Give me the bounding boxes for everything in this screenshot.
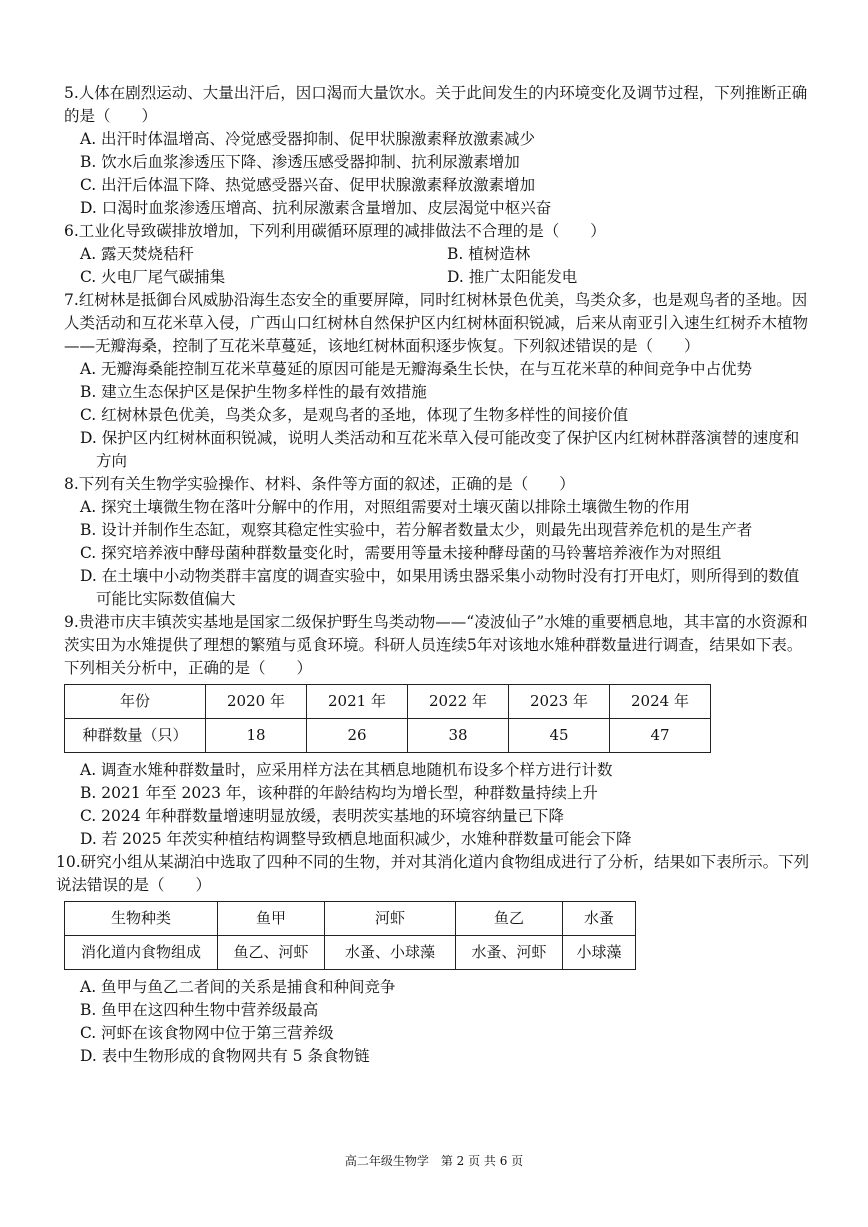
option-b: B. 植树造林 — [447, 245, 531, 263]
table-cell: 2023 年 — [509, 685, 610, 719]
table-cell: 生物种类 — [65, 902, 218, 936]
table-cell: 小球藻 — [563, 936, 636, 970]
option-b: B. 饮水后血浆渗透压下降、渗透压感受器抑制、抗利尿激素增加 — [80, 153, 520, 171]
question-7 — [64, 289, 814, 473]
option-d: D. 保护区内红树林面积锐减，说明人类活动和互花米草入侵可能改变了保护区内红树林群落演替的速度和方向 — [80, 429, 800, 470]
option-b: B. 2021 年至 2023 年，该种群的年龄结构均为增长型，种群数量持续上升 — [80, 784, 598, 802]
table-cell: 2021 年 — [307, 685, 408, 719]
question-8 — [64, 473, 814, 611]
option-b: B. 鱼甲在这四种生物中营养级最高 — [80, 1001, 319, 1019]
table-cell: 2024 年 — [610, 685, 711, 719]
question-stem: 红树林是抵御台风威胁沿海生态安全的重要屏障，同时红树林景色优美，鸟类众多，也是观鸟者的圣地。因人类活动和互花米草入侵，广西山口红树林自然保护区内红树林面积锐减，后来从南亚引入速生红树乔木植物——无瓣海桑，控制了互花米草蔓延，该地红树林面积逐步恢复。下列叙述错误的是（ ） — [64, 291, 809, 355]
question-5 — [64, 82, 814, 220]
question-stem: 研究小组从某湖泊中选取了四种不同的生物，并对其消化道内食物组成进行了分析，结果如下表所示。下列说法错误的是（ ） — [56, 853, 810, 894]
table-cell: 河虾 — [325, 902, 456, 936]
question-stem: 贵港市庆丰镇茨实基地是国家二级保护野生鸟类动物——“凌波仙子”水雉的重要栖息地，其丰富的水资源和茨实田为水雉提供了理想的繁殖与觅食环境。科研人员连续5年对该地水雉种群数量进行调查，结果如下表。下列相关分析中，正确的是（ ） — [64, 613, 808, 677]
table-cell: 鱼乙 — [456, 902, 563, 936]
question-6 — [64, 220, 814, 289]
table-cell: 26 — [307, 719, 408, 753]
diet-table — [64, 901, 636, 970]
option-d: D. 口渴时血浆渗透压增高、抗利尿激素含量增加、皮层渴觉中枢兴奋 — [80, 199, 552, 217]
option-a: A. 无瓣海桑能控制互花米草蔓延的原因可能是无瓣海桑生长快，在与互花米草的种间竞争中占优势 — [80, 360, 753, 378]
table-cell: 水蚤、小球藻 — [325, 936, 456, 970]
table-cell: 47 — [610, 719, 711, 753]
table-cell: 18 — [206, 719, 307, 753]
option-b: B. 设计并制作生态缸，观察其稳定性实验中，若分解者数量太少，则最先出现营养危机的是生产者 — [80, 521, 753, 539]
table-cell: 2020 年 — [206, 685, 307, 719]
question-number: 5. — [64, 84, 79, 102]
option-d: D. 在土壤中小动物类群丰富度的调查实验中，如果用诱虫器采集小动物时没有打开电灯，则所得到的数值可能比实际数值偏大 — [80, 567, 800, 608]
table-row — [65, 685, 711, 719]
table-row — [65, 936, 636, 970]
question-number: 6. — [64, 222, 79, 240]
question-stem: 工业化导致碳排放增加，下列利用碳循环原理的减排做法不合理的是（ ） — [78, 222, 606, 240]
option-d: D. 若 2025 年茨实种植结构调整导致栖息地面积减少，水雉种群数量可能会下降 — [80, 830, 632, 848]
option-c: C. 出汗后体温下降、热觉感受器兴奋、促甲状腺激素释放激素增加 — [80, 176, 536, 194]
option-a: A. 出汗时体温增高、冷觉感受器抑制、促甲状腺激素释放激素减少 — [80, 130, 536, 148]
option-c: C. 探究培养液中酵母菌种群数量变化时，需要用等量未接种酵母菌的马铃薯培养液作为对照组 — [80, 544, 722, 562]
option-b: B. 建立生态保护区是保护生物多样性的最有效措施 — [80, 383, 427, 401]
option-c: C. 火电厂尾气碳捕集 — [80, 268, 226, 286]
question-stem: 人体在剧烈运动、大量出汗后，因口渴而大量饮水。关于此间发生的内环境变化及调节过程，下列推断正确的是（ ） — [64, 84, 808, 125]
question-10 — [56, 851, 814, 1068]
option-a: A. 鱼甲与鱼乙二者间的关系是捕食和种间竞争 — [80, 978, 396, 996]
exam-page — [56, 82, 814, 1068]
question-number: 8. — [64, 475, 79, 493]
question-number: 9. — [64, 613, 79, 631]
page-footer: 高二年级生物学 第 2 页 共 6 页 — [344, 1154, 524, 1168]
option-d: D. 表中生物形成的食物网共有 5 条食物链 — [80, 1047, 370, 1065]
table-cell: 消化道内食物组成 — [65, 936, 218, 970]
option-a: A. 探究土壤微生物在落叶分解中的作用，对照组需要对土壤灭菌以排除土壤微生物的作用 — [80, 498, 691, 516]
option-d: D. 推广太阳能发电 — [447, 268, 578, 286]
table-cell: 水蚤、河虾 — [456, 936, 563, 970]
question-9 — [64, 611, 814, 851]
table-cell: 鱼甲 — [218, 902, 325, 936]
table-cell: 2022 年 — [408, 685, 509, 719]
table-row — [65, 719, 711, 753]
population-table — [64, 684, 711, 753]
table-row — [65, 902, 636, 936]
option-c: C. 2024 年种群数量增速明显放缓，表明茨实基地的环境容纳量已下降 — [80, 807, 565, 825]
question-number: 10. — [56, 853, 81, 871]
table-cell: 水蚤 — [563, 902, 636, 936]
option-c: C. 红树林景色优美，鸟类众多，是观鸟者的圣地，体现了生物多样性的间接价值 — [80, 406, 629, 424]
question-stem: 下列有关生物学实验操作、材料、条件等方面的叙述，正确的是（ ） — [78, 475, 575, 493]
option-a: A. 露天焚烧秸秆 — [80, 245, 195, 263]
option-a: A. 调查水雉种群数量时，应采用样方法在其栖息地随机布设多个样方进行计数 — [80, 761, 613, 779]
table-cell: 种群数量（只） — [65, 719, 206, 753]
table-cell: 45 — [509, 719, 610, 753]
option-c: C. 河虾在该食物网中位于第三营养级 — [80, 1024, 334, 1042]
table-cell: 鱼乙、河虾 — [218, 936, 325, 970]
table-cell: 年份 — [65, 685, 206, 719]
table-cell: 38 — [408, 719, 509, 753]
question-number: 7. — [64, 291, 79, 309]
